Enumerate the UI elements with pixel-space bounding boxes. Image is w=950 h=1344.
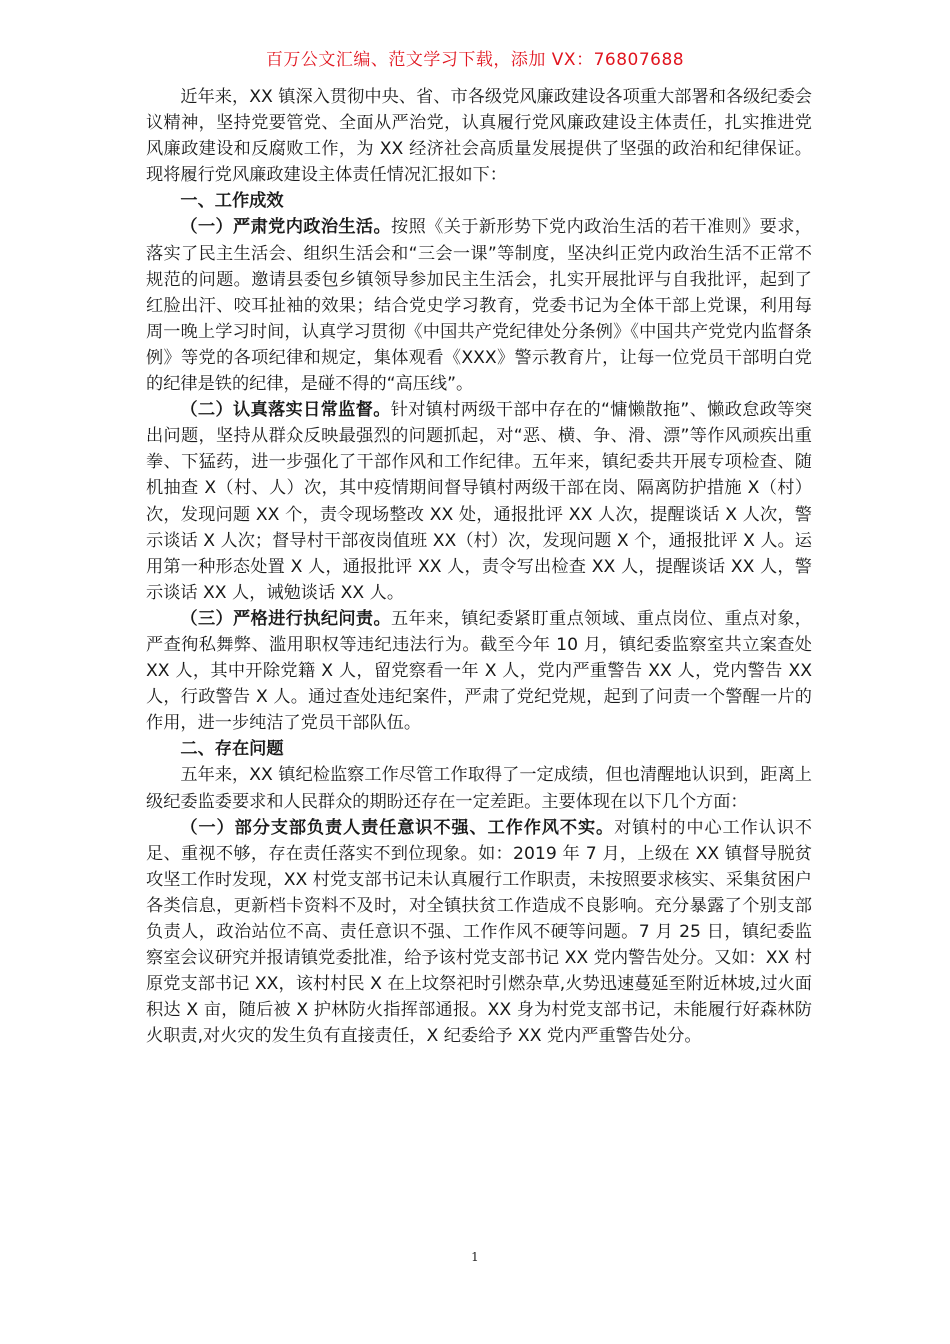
- paragraph-achievement-2: [146, 397, 812, 606]
- paragraph-lead: （二）认真落实日常监督。: [180, 400, 391, 421]
- section-heading-problems: 二、存在问题: [180, 739, 284, 760]
- paragraph-achievement-3: [146, 606, 812, 736]
- section-heading-achievements: 一、工作成效: [180, 191, 284, 212]
- paragraph-text: 针对镇村两级干部中存在的“慵懒散拖”、懒政怠政等突出问题，坚持从群众反映最强烈的问题抓起，对“恶、横、争、滑、漂”等作风顽疾出重拳、下猛药，进一步强化了干部作风和工作纪律。五年来，镇纪委共开展专项检查、随机抽查 X（村、人）次，其中疫情期间督导镇村两级干部在岗、隔离防护措施 X（村）次，发现问题 XX 个，责令现场整改 XX 处，通报批评 XX 人次，提醒谈话 X 人次，警示谈话 X 人次；督导村干部夜岗值班 XX（村）次，发现问题 X 个，通报批评 X 人。运用第一种形态处置 X 人，通报批评 XX 人，责令写出检查 XX 人，提醒谈话 XX 人，警示谈话 XX 人，诫勉谈话 XX 人。: [146, 400, 812, 603]
- intro-paragraph: 近年来，XX 镇深入贯彻中央、省、市各级党风廉政建设各项重大部署和各级纪委会议精神，坚持党要管党、全面从严治党，认真履行党风廉政建设主体责任，扎实推进党风廉政建设和反腐败工作，为 XX 经济社会高质量发展提供了坚强的政治和纪律保证。现将履行党风廉政建设主体责任情况汇报如下：: [146, 87, 812, 186]
- paragraph-lead: （一）部分支部负责人责任意识不强、工作作风不实。: [180, 817, 615, 838]
- paragraph-text: 按照《关于新形势下党内政治生活的若干准则》要求，落实了民主生活会、组织生活会和“三会一课”等制度，坚决纠正党内政治生活不正常不规范的问题。邀请县委包乡镇领导参加民主生活会，扎实开展批评与自我批评，起到了红脸出汗、咬耳扯袖的效果；结合党史学习教育，党委书记为全体干部上党课，利用每周一晚上学习时间，认真学习贯彻《中国共产党纪律处分条例》《中国共产党党内监督条例》等党的各项纪律和规定，集体观看《XXX》警示教育片，让每一位党员干部明白党的纪律是铁的纪律，是碰不得的“高压线”。: [146, 217, 812, 395]
- paragraph-achievement-1: [146, 214, 812, 397]
- paragraph-lead: （一）严肃党内政治生活。: [180, 217, 392, 238]
- problems-intro-paragraph: 五年来，XX 镇纪检监察工作尽管工作取得了一定成绩，但也清醒地认识到，距离上级纪委监委要求和人民群众的期盼还存在一定差距。主要体现在以下几个方面：: [146, 765, 812, 812]
- document-body: [146, 84, 812, 1049]
- page-number: 1: [471, 1250, 479, 1264]
- paragraph-text: 五年来，镇纪委紧盯重点领域、重点岗位、重点对象，严查徇私舞弊、滥用职权等违纪违法行为。截至今年 10 月，镇纪委监察室共立案查处 XX 人，其中开除党籍 X 人，留党察看一年 X 人，党内严重警告 XX 人，党内警告 XX 人，行政警告 X 人。通过查处违纪案件，严肃了党纪党规，起到了问责一个警醒一片的作用，进一步纯洁了党员干部队伍。: [146, 608, 812, 734]
- paragraph-problem-1: [146, 815, 812, 1050]
- header-watermark-text: 百万公文汇编、范文学习下载，添加 VX：76807688: [265, 50, 685, 70]
- paragraph-lead: （三）严格进行执纪问责。: [180, 608, 392, 629]
- paragraph-text: 对镇村的中心工作认识不足、重视不够，存在责任落实不到位现象。如：2019 年 7 月，上级在 XX 镇督导脱贫攻坚工作时发现，XX 村党支部书记未认真履行工作职责，未按照要求核实、采集贫困户各类信息，更新档卡资料不及时，对全镇扶贫工作造成不良影响。充分暴露了个别支部负责人，政治站位不高、责任意识不强、工作作风不硬等问题。7 月 25 日，镇纪委监察室会议研究并报请镇党委批准，给予该村党支部书记 XX 党内警告处分。又如：XX 村原党支部书记 XX，该村村民 X 在上坟祭祀时引燃杂草,火势迅速蔓延至附近林坡,过火面积达 X 亩，随后被 X 护林防火指挥部通报。XX 身为村党支部书记，未能履行好森林防火职责,对火灾的发生负有直接责任，X 纪委给予 XX 党内严重警告处分。: [146, 817, 812, 1047]
